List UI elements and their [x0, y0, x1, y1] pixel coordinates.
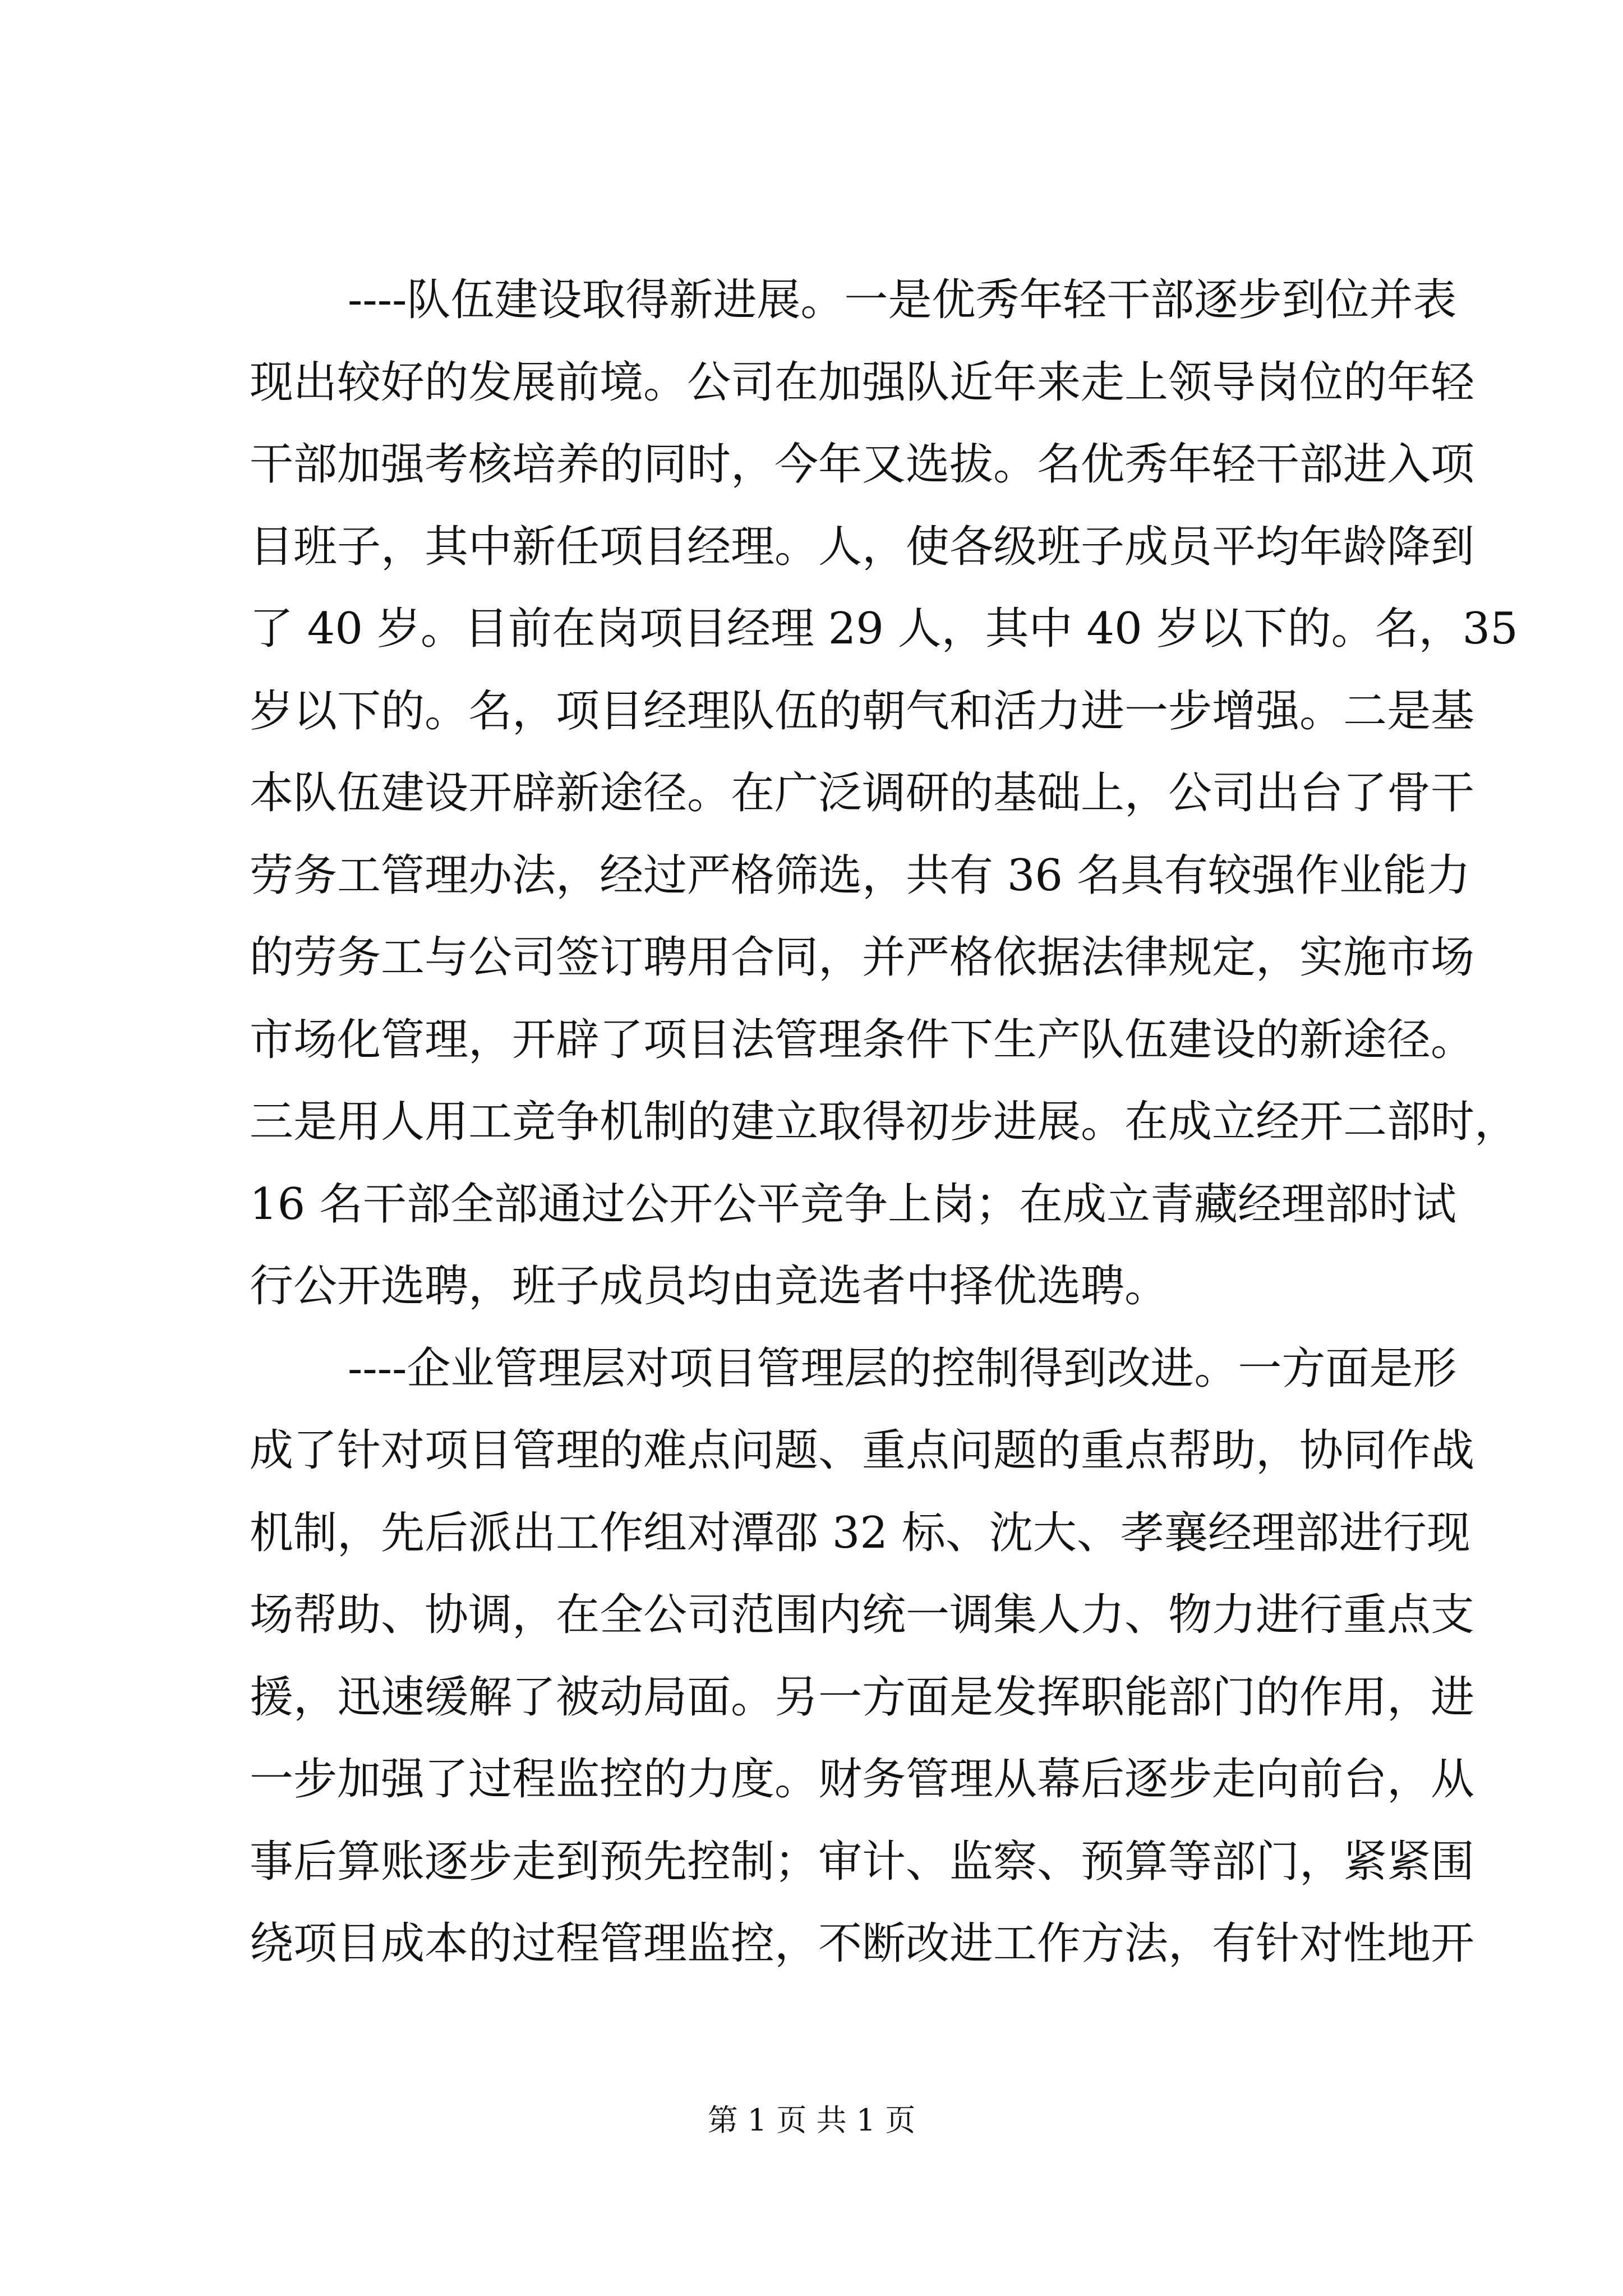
paragraph-1-line-10: 市场化管理，开辟了项目法管理条件下生产队伍建设的新途径。: [250, 1014, 1475, 1065]
paragraph-2-line-3: 机制，先后派出工作组对潭邵 32 标、沈大、孝襄经理部进行现: [250, 1507, 1470, 1558]
body-text: [250, 259, 1519, 1985]
paragraph-1-line-4: 目班子，其中新任项目经理。人，使各级班子成员平均年龄降到: [250, 521, 1475, 572]
paragraph-1-line-3: 干部加强考核培养的同时，今年又选拔。名优秀年轻干部进入项: [250, 439, 1475, 490]
paragraph-2-line-7: 事后算账逐步走到预先控制；审计、监察、预算等部门，紧紧围: [250, 1836, 1475, 1887]
paragraph-2-line-2: 成了针对项目管理的难点问题、重点问题的重点帮助，协同作战: [250, 1425, 1475, 1476]
paragraph-1-line-13: 行公开选聘，班子成员均由竞选者中择优选聘。: [250, 1261, 1169, 1312]
paragraph-2-line-4: 场帮助、协调，在全公司范围内统一调集人力、物力进行重点支: [250, 1590, 1475, 1640]
paragraph-2-line-8: 绕项目成本的过程管理监控，不断改进工作方法，有针对性地开: [250, 1918, 1475, 1969]
paragraph-1-line-6: 岁以下的。名，项目经理队伍的朝气和活力进一步增强。二是基: [250, 685, 1475, 737]
paragraph-1-line-11: 三是用人用工竞争机制的建立取得初步进展。在成立经开二部时，: [250, 1097, 1519, 1147]
page-number-label: 第 1 页 共 1 页: [707, 2102, 916, 2138]
page-footer: [0, 2098, 1623, 2143]
paragraph-1-line-9: 的劳务工与公司签订聘用合同，并严格依据法律规定，实施市场: [250, 932, 1475, 983]
paragraph-2-line-5: 援，迅速缓解了被动局面。另一方面是发挥职能部门的作用，进: [250, 1672, 1475, 1723]
paragraph-1-line-8: 劳务工管理办法，经过严格筛选，共有 36 名具有较强作业能力: [250, 850, 1470, 901]
paragraph-2-line-1: ----企业管理层对项目管理层的控制得到改进。一方面是形: [348, 1343, 1457, 1394]
paragraph-1-line-5: 了 40 岁。目前在岗项目经理 29 人，其中 40 岁以下的。名，35: [250, 604, 1518, 654]
paragraph-1-line-7: 本队伍建设开辟新途径。在广泛调研的基础上，公司出台了骨干: [250, 768, 1475, 818]
paragraph-2-line-6: 一步加强了过程监控的力度。财务管理从幕后逐步走向前台，从: [250, 1754, 1475, 1805]
paragraph-1-line-1: ----队伍建设取得新进展。一是优秀年轻干部逐步到位并表: [348, 275, 1457, 325]
paragraph-1-line-12: 16 名干部全部通过公开公平竞争上岗；在成立青藏经理部时试: [250, 1179, 1457, 1230]
paragraph-1-line-2: 现出较好的发展前境。公司在加强队近年来走上领导岗位的年轻: [250, 357, 1475, 408]
